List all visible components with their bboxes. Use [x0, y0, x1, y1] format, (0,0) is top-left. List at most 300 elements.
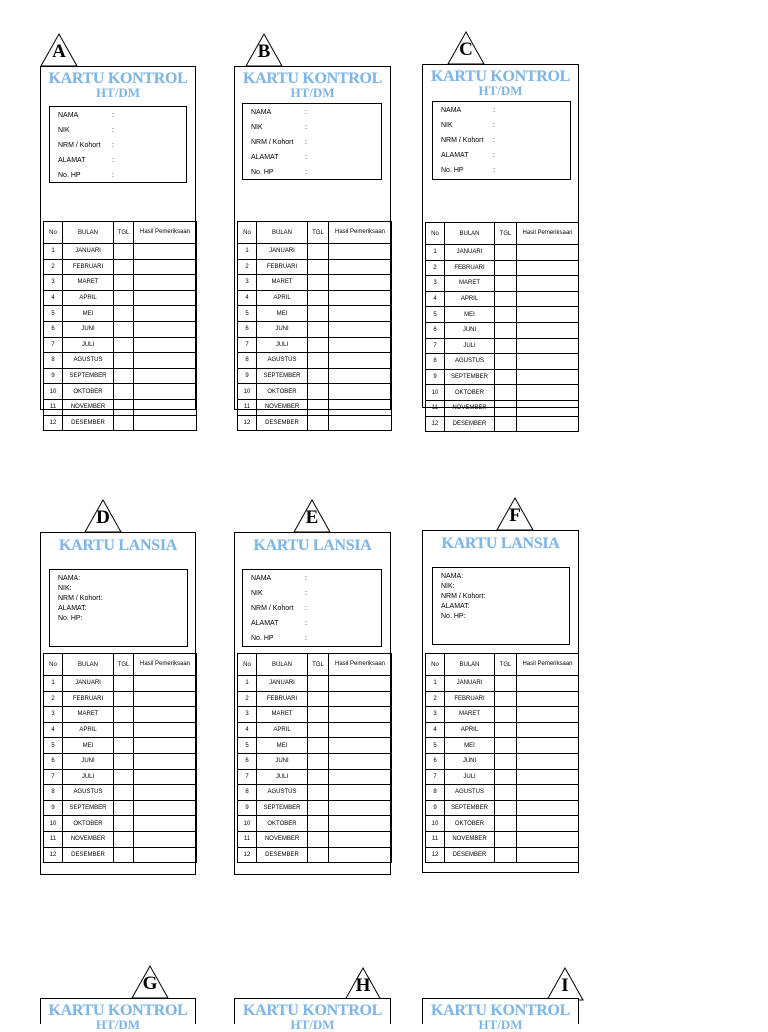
tgl-cell[interactable] [308, 816, 329, 832]
month-cell: OKTOBER [445, 816, 495, 832]
tgl-cell[interactable] [308, 691, 329, 707]
header-no: No [426, 223, 445, 245]
card-title: KARTU KONTROL [430, 68, 571, 85]
card-subtitle: HT/DM [95, 1017, 141, 1032]
month-cell: DESEMBER [63, 847, 114, 863]
row-number: 4 [44, 722, 63, 738]
month-cell: FEBRUARI [257, 259, 308, 275]
row-number: 8 [426, 354, 445, 370]
hasil-cell[interactable] [329, 384, 392, 400]
hasil-cell[interactable] [134, 707, 197, 723]
tgl-cell[interactable] [308, 415, 329, 431]
card-title: KARTU KONTROL [430, 1002, 571, 1019]
hasil-cell[interactable] [134, 691, 197, 707]
hasil-cell[interactable] [329, 337, 392, 353]
tgl-cell[interactable] [495, 816, 517, 832]
row-number: 1 [238, 676, 257, 692]
card-letter: C [459, 39, 473, 60]
field-nrm: NRM / Kohort: [441, 593, 486, 600]
colon: : [305, 575, 307, 582]
hasil-cell[interactable] [134, 785, 197, 801]
tgl-cell[interactable] [308, 785, 329, 801]
card-subtitle: HT/DM [478, 83, 523, 98]
tgl-cell[interactable] [114, 244, 134, 260]
month-cell: FEBRUARI [445, 691, 495, 707]
colon: : [493, 107, 495, 114]
card-i [421, 966, 581, 1032]
hasil-cell[interactable] [329, 415, 392, 431]
hasil-cell[interactable] [329, 847, 392, 863]
row-number: 5 [238, 306, 257, 322]
row-number: 7 [426, 769, 445, 785]
field-hp: No. HP [251, 169, 274, 176]
month-cell: JUNI [445, 753, 495, 769]
tgl-cell[interactable] [114, 800, 134, 816]
tgl-cell[interactable] [114, 259, 134, 275]
tgl-cell[interactable] [495, 722, 517, 738]
tgl-cell[interactable] [308, 800, 329, 816]
field-alamat: ALAMAT: [58, 605, 87, 612]
hasil-cell[interactable] [134, 816, 197, 832]
tgl-cell[interactable] [308, 337, 329, 353]
month-cell: AGUSTUS [445, 354, 495, 370]
field-nama: NAMA [441, 107, 462, 114]
tgl-cell[interactable] [308, 738, 329, 754]
month-cell: NOVEMBER [257, 399, 308, 415]
colon: : [305, 154, 307, 161]
header-tgl: TGL [495, 654, 517, 676]
row-number: 11 [238, 399, 257, 415]
row-number: 8 [238, 353, 257, 369]
row-number: 12 [44, 847, 63, 863]
hasil-cell[interactable] [329, 399, 392, 415]
tgl-cell[interactable] [308, 275, 329, 291]
hasil-cell[interactable] [134, 306, 197, 322]
field-alamat: ALAMAT [441, 152, 469, 159]
hasil-cell[interactable] [134, 353, 197, 369]
hasil-cell[interactable] [329, 691, 392, 707]
row-number: 1 [44, 244, 63, 260]
month-cell: AGUSTUS [63, 785, 114, 801]
tgl-cell[interactable] [308, 368, 329, 384]
hasil-cell[interactable] [134, 800, 197, 816]
card-body [40, 532, 196, 875]
tgl-cell[interactable] [114, 722, 134, 738]
patient-info-box [432, 101, 571, 180]
row-number: 7 [238, 769, 257, 785]
hasil-cell[interactable] [517, 245, 579, 261]
row-number: 1 [426, 245, 445, 261]
tgl-cell[interactable] [308, 321, 329, 337]
month-cell: AGUSTUS [63, 353, 114, 369]
tgl-cell[interactable] [114, 353, 134, 369]
month-cell: AGUSTUS [257, 785, 308, 801]
tgl-cell[interactable] [495, 707, 517, 723]
hasil-cell[interactable] [517, 722, 579, 738]
month-cell: APRIL [445, 291, 495, 307]
card-letter: A [52, 41, 66, 62]
colon: : [305, 139, 307, 146]
tgl-cell[interactable] [114, 816, 134, 832]
month-cell: DESEMBER [63, 415, 114, 431]
tgl-cell[interactable] [495, 800, 517, 816]
hasil-cell[interactable] [134, 676, 197, 692]
hasil-cell[interactable] [134, 384, 197, 400]
tgl-cell[interactable] [495, 338, 517, 354]
tgl-cell[interactable] [495, 354, 517, 370]
tgl-cell[interactable] [308, 769, 329, 785]
tgl-cell[interactable] [114, 415, 134, 431]
colon: : [112, 172, 114, 179]
card-body [40, 66, 196, 426]
hasil-cell[interactable] [134, 831, 197, 847]
patient-info-box [49, 569, 188, 647]
card-subtitle: HT/DM [478, 1017, 523, 1032]
hasil-cell[interactable] [329, 785, 392, 801]
field-alamat: ALAMAT [251, 154, 279, 161]
hasil-cell[interactable] [329, 353, 392, 369]
month-cell: MEI [257, 738, 308, 754]
card-body [40, 998, 196, 1032]
tgl-cell[interactable] [308, 353, 329, 369]
hasil-cell[interactable] [134, 769, 197, 785]
card-a [38, 32, 198, 426]
month-cell: JUNI [445, 322, 495, 338]
hasil-cell[interactable] [517, 816, 579, 832]
row-number: 11 [426, 400, 445, 416]
card-title: KARTU LANSIA [58, 537, 178, 554]
tgl-cell[interactable] [495, 322, 517, 338]
card-label-triangle [83, 498, 123, 536]
row-number: 4 [238, 290, 257, 306]
row-number: 4 [426, 722, 445, 738]
tgl-cell[interactable] [495, 400, 517, 416]
card-c [421, 30, 581, 427]
tgl-cell[interactable] [114, 707, 134, 723]
tgl-cell[interactable] [308, 399, 329, 415]
hasil-cell[interactable] [134, 738, 197, 754]
tgl-cell[interactable] [495, 369, 517, 385]
tgl-cell[interactable] [495, 691, 517, 707]
hasil-cell[interactable] [517, 800, 579, 816]
tgl-cell[interactable] [495, 276, 517, 292]
hasil-cell[interactable] [134, 275, 197, 291]
header-hasil: Hasil Pemeriksaan [329, 222, 392, 244]
tgl-cell[interactable] [308, 722, 329, 738]
month-cell: NOVEMBER [445, 400, 495, 416]
header-tgl: TGL [114, 654, 134, 676]
colon: : [112, 157, 114, 164]
hasil-cell[interactable] [517, 707, 579, 723]
tgl-cell[interactable] [114, 399, 134, 415]
card-body [234, 998, 391, 1032]
hasil-cell[interactable] [517, 338, 579, 354]
month-cell: JULI [445, 338, 495, 354]
card-title: KARTU LANSIA [253, 537, 372, 554]
row-number: 10 [238, 816, 257, 832]
card-title: KARTU KONTROL [48, 70, 188, 87]
hasil-cell[interactable] [329, 753, 392, 769]
row-number: 10 [426, 385, 445, 401]
card-g [38, 964, 198, 1032]
monthly-table [43, 653, 197, 863]
tgl-cell[interactable] [114, 769, 134, 785]
card-label-triangle [292, 498, 332, 536]
header-bulan: BULAN [257, 222, 308, 244]
field-hp: No. HP [441, 167, 464, 174]
tgl-cell[interactable] [114, 738, 134, 754]
hasil-cell[interactable] [134, 847, 197, 863]
tgl-cell[interactable] [308, 847, 329, 863]
field-nama: NAMA [251, 109, 272, 116]
tgl-cell[interactable] [114, 753, 134, 769]
hasil-cell[interactable] [134, 290, 197, 306]
card-body [422, 530, 579, 873]
card-b [233, 32, 393, 426]
tgl-cell[interactable] [495, 416, 517, 432]
hasil-cell[interactable] [517, 416, 579, 432]
tgl-cell[interactable] [308, 384, 329, 400]
month-cell: JUNI [63, 753, 114, 769]
tgl-cell[interactable] [495, 307, 517, 323]
hasil-cell[interactable] [517, 369, 579, 385]
header-bulan: BULAN [63, 222, 114, 244]
hasil-cell[interactable] [329, 722, 392, 738]
month-cell: MARET [445, 276, 495, 292]
tgl-cell[interactable] [308, 753, 329, 769]
hasil-cell[interactable] [517, 291, 579, 307]
row-number: 12 [44, 415, 63, 431]
card-label-triangle [130, 964, 170, 1002]
row-number: 7 [426, 338, 445, 354]
header-tgl: TGL [308, 654, 329, 676]
tgl-cell[interactable] [114, 337, 134, 353]
month-cell: NOVEMBER [63, 399, 114, 415]
tgl-cell[interactable] [495, 385, 517, 401]
row-number: 6 [426, 753, 445, 769]
hasil-cell[interactable] [517, 307, 579, 323]
month-cell: DESEMBER [445, 847, 495, 863]
month-cell: JULI [63, 337, 114, 353]
hasil-cell[interactable] [517, 831, 579, 847]
tgl-cell[interactable] [114, 785, 134, 801]
monthly-table [43, 221, 197, 431]
hasil-cell[interactable] [517, 354, 579, 370]
month-cell: MEI [63, 738, 114, 754]
row-number: 9 [44, 800, 63, 816]
hasil-cell[interactable] [329, 769, 392, 785]
row-number: 11 [44, 831, 63, 847]
hasil-cell[interactable] [517, 400, 579, 416]
card-letter: F [509, 505, 521, 526]
row-number: 6 [238, 321, 257, 337]
hasil-cell[interactable] [329, 738, 392, 754]
tgl-cell[interactable] [114, 368, 134, 384]
field-nrm: NRM / Kohort [58, 142, 101, 149]
month-cell: DESEMBER [257, 415, 308, 431]
hasil-cell[interactable] [134, 321, 197, 337]
hasil-cell[interactable] [329, 290, 392, 306]
month-cell: AGUSTUS [257, 353, 308, 369]
hasil-cell[interactable] [329, 321, 392, 337]
row-number: 12 [238, 847, 257, 863]
month-cell: SEPTEMBER [63, 800, 114, 816]
hasil-cell[interactable] [134, 244, 197, 260]
month-cell: SEPTEMBER [445, 369, 495, 385]
header-bulan: BULAN [63, 654, 114, 676]
month-cell: JANUARI [63, 676, 114, 692]
month-cell: APRIL [63, 290, 114, 306]
month-cell: JANUARI [257, 244, 308, 260]
row-number: 12 [426, 416, 445, 432]
tgl-cell[interactable] [114, 676, 134, 692]
hasil-cell[interactable] [329, 244, 392, 260]
row-number: 8 [426, 785, 445, 801]
tgl-cell[interactable] [114, 290, 134, 306]
tgl-cell[interactable] [308, 244, 329, 260]
month-cell: JANUARI [445, 676, 495, 692]
tgl-cell[interactable] [308, 259, 329, 275]
card-label-triangle [446, 30, 486, 68]
hasil-cell[interactable] [517, 276, 579, 292]
hasil-cell[interactable] [517, 676, 579, 692]
field-nrm: NRM / Kohort [251, 139, 294, 146]
tgl-cell[interactable] [114, 384, 134, 400]
row-number: 6 [426, 322, 445, 338]
hasil-cell[interactable] [517, 322, 579, 338]
hasil-cell[interactable] [134, 722, 197, 738]
card-body [422, 998, 579, 1032]
field-nik: NIK [251, 590, 263, 597]
hasil-cell[interactable] [329, 368, 392, 384]
month-cell: APRIL [257, 290, 308, 306]
row-number: 2 [426, 691, 445, 707]
month-cell: JUNI [63, 321, 114, 337]
hasil-cell[interactable] [329, 707, 392, 723]
field-nama: NAMA: [58, 575, 81, 582]
month-cell: JULI [257, 769, 308, 785]
tgl-cell[interactable] [495, 738, 517, 754]
tgl-cell[interactable] [495, 245, 517, 261]
row-number: 5 [44, 738, 63, 754]
hasil-cell[interactable] [329, 306, 392, 322]
card-letter: I [561, 975, 569, 996]
card-letter: B [257, 41, 271, 62]
tgl-cell[interactable] [114, 306, 134, 322]
tgl-cell[interactable] [114, 691, 134, 707]
month-cell: JUNI [257, 321, 308, 337]
row-number: 3 [44, 707, 63, 723]
tgl-cell[interactable] [114, 321, 134, 337]
tgl-cell[interactable] [114, 275, 134, 291]
month-cell: MEI [445, 307, 495, 323]
row-number: 5 [238, 738, 257, 754]
hasil-cell[interactable] [329, 275, 392, 291]
colon: : [305, 620, 307, 627]
row-number: 9 [44, 368, 63, 384]
hasil-cell[interactable] [134, 753, 197, 769]
month-cell: APRIL [63, 722, 114, 738]
row-number: 2 [44, 259, 63, 275]
field-alamat: ALAMAT: [441, 603, 470, 610]
hasil-cell[interactable] [517, 847, 579, 863]
colon: : [493, 122, 495, 129]
tgl-cell[interactable] [495, 260, 517, 276]
colon: : [112, 112, 114, 119]
hasil-cell[interactable] [517, 260, 579, 276]
card-f [421, 496, 581, 876]
field-hp: No. HP [251, 635, 274, 642]
card-title: KARTU KONTROL [242, 1002, 383, 1019]
header-bulan: BULAN [445, 223, 495, 245]
tgl-cell[interactable] [495, 753, 517, 769]
tgl-cell[interactable] [495, 785, 517, 801]
hasil-cell[interactable] [329, 831, 392, 847]
tgl-cell[interactable] [308, 676, 329, 692]
field-nama: NAMA: [441, 573, 464, 580]
field-hp: No. HP: [441, 613, 466, 620]
tgl-cell[interactable] [308, 707, 329, 723]
tgl-cell[interactable] [495, 831, 517, 847]
monthly-table [237, 221, 392, 431]
row-number: 9 [238, 800, 257, 816]
row-number: 4 [426, 291, 445, 307]
colon: : [305, 605, 307, 612]
hasil-cell[interactable] [329, 676, 392, 692]
card-d [38, 498, 198, 878]
monthly-table [237, 653, 392, 863]
card-letter: E [305, 507, 319, 528]
row-number: 5 [44, 306, 63, 322]
month-cell: SEPTEMBER [63, 368, 114, 384]
hasil-cell[interactable] [329, 259, 392, 275]
hasil-cell[interactable] [517, 738, 579, 754]
tgl-cell[interactable] [114, 831, 134, 847]
hasil-cell[interactable] [134, 337, 197, 353]
month-cell: MARET [63, 707, 114, 723]
tgl-cell[interactable] [114, 847, 134, 863]
tgl-cell[interactable] [308, 831, 329, 847]
colon: : [112, 142, 114, 149]
tgl-cell[interactable] [495, 676, 517, 692]
tgl-cell[interactable] [495, 847, 517, 863]
row-number: 3 [44, 275, 63, 291]
card-label-triangle [495, 496, 535, 534]
hasil-cell[interactable] [517, 785, 579, 801]
hasil-cell[interactable] [134, 368, 197, 384]
tgl-cell[interactable] [495, 769, 517, 785]
row-number: 8 [44, 785, 63, 801]
hasil-cell[interactable] [329, 800, 392, 816]
hasil-cell[interactable] [517, 769, 579, 785]
hasil-cell[interactable] [134, 399, 197, 415]
monthly-table [425, 653, 579, 863]
tgl-cell[interactable] [495, 291, 517, 307]
hasil-cell[interactable] [134, 415, 197, 431]
row-number: 10 [44, 816, 63, 832]
tgl-cell[interactable] [308, 290, 329, 306]
month-cell: FEBRUARI [257, 691, 308, 707]
hasil-cell[interactable] [517, 385, 579, 401]
hasil-cell[interactable] [517, 753, 579, 769]
hasil-cell[interactable] [134, 259, 197, 275]
header-hasil: Hasil Pemeriksaan [517, 223, 579, 245]
hasil-cell[interactable] [329, 816, 392, 832]
field-nrm: NRM / Kohort [441, 137, 484, 144]
hasil-cell[interactable] [517, 691, 579, 707]
tgl-cell[interactable] [308, 306, 329, 322]
card-label-triangle [39, 32, 79, 70]
